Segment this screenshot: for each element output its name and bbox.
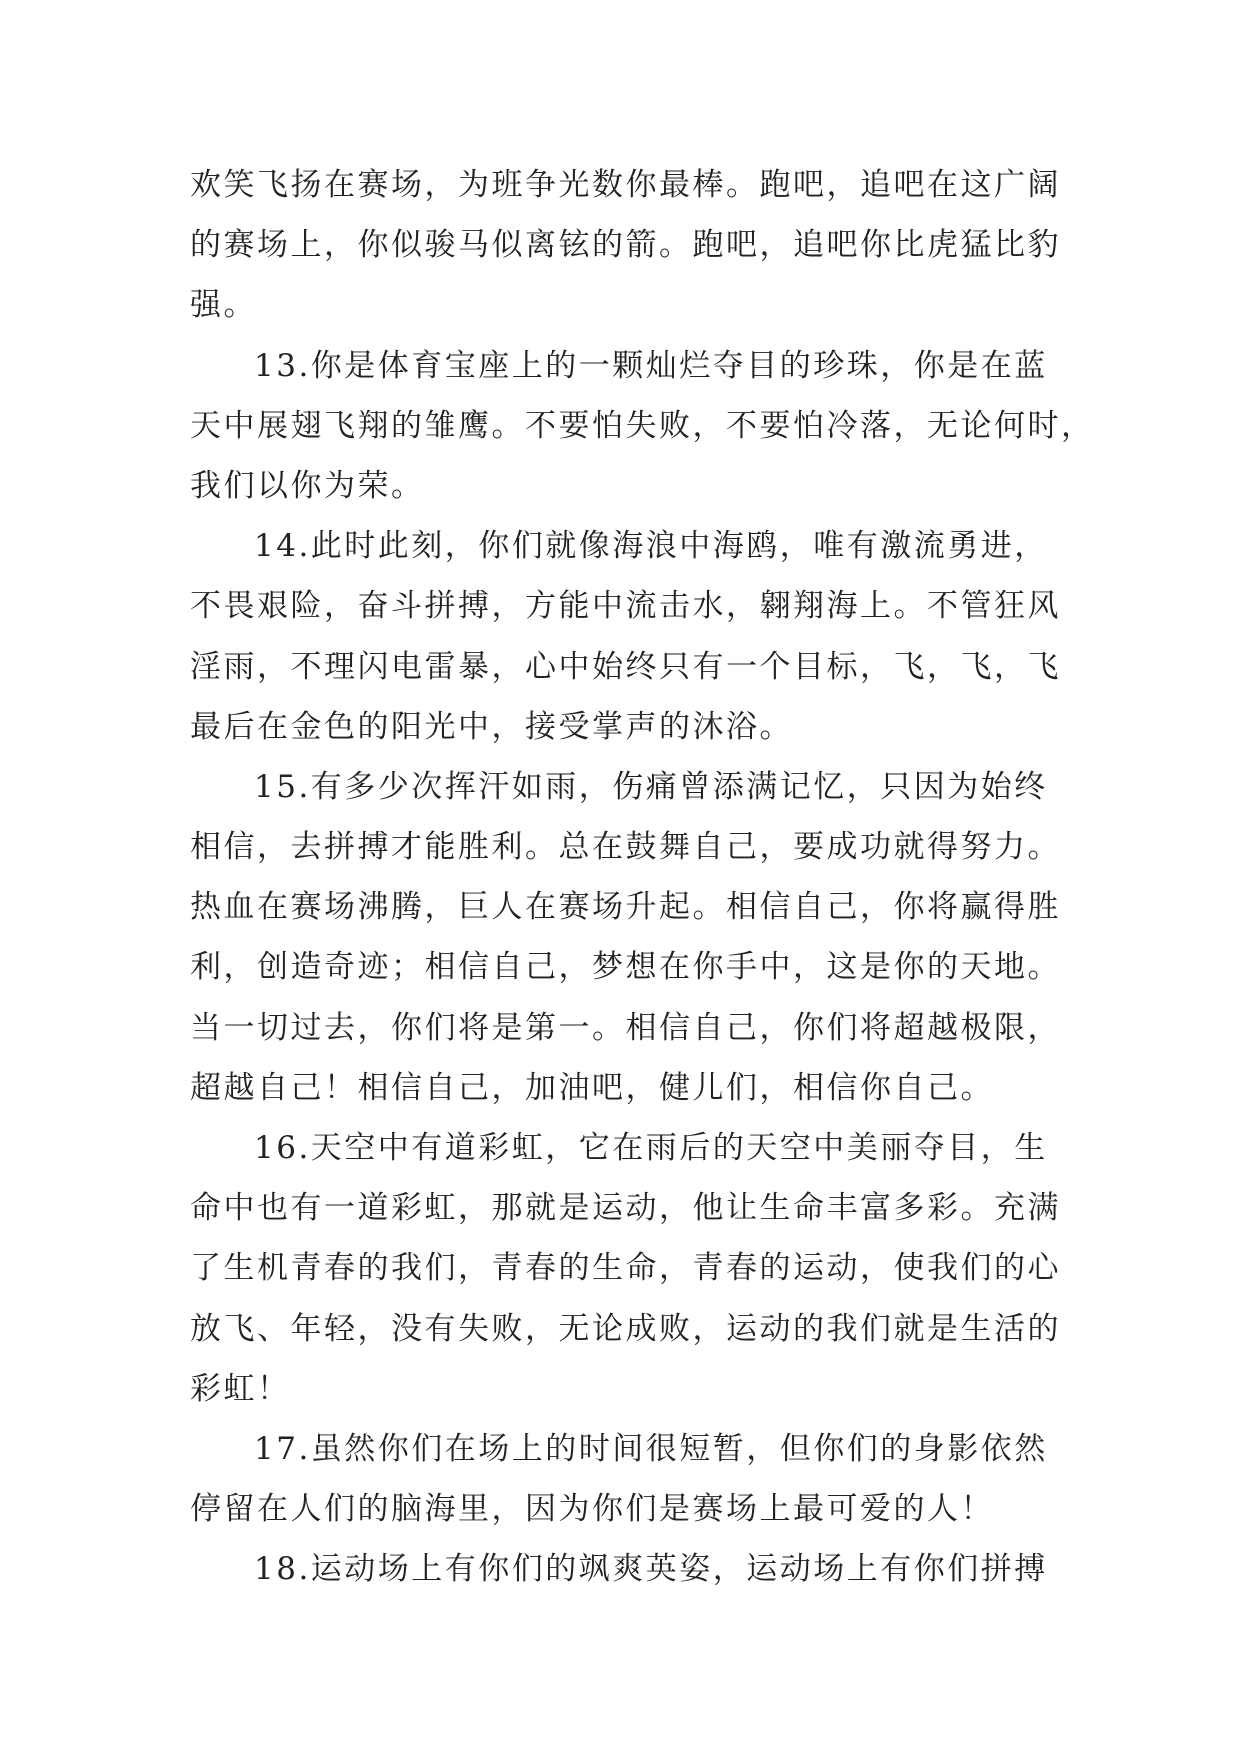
text-line: 超越自己！相信自己，加油吧，健儿们，相信你自己。 xyxy=(190,1069,994,1106)
text-line: 不畏艰险，奋斗拼搏，方能中流击水，翱翔海上。不管狂风 xyxy=(190,588,1061,625)
paragraph-first-line: 18.运动场上有你们的飒爽英姿，运动场上有你们拼搏 xyxy=(254,1551,1048,1588)
document-body xyxy=(190,155,1095,1600)
text-line: 最后在金色的阳光中，接受掌声的沐浴。 xyxy=(190,708,793,745)
text-line: 当一切过去，你们将是第一。相信自己，你们将超越极限， xyxy=(190,1009,1061,1046)
paragraph-first-line: 13.你是体育宝座上的一颗灿烂夺目的珍珠，你是在蓝 xyxy=(254,347,1048,384)
text-line: 热血在赛场沸腾，巨人在赛场升起。相信自己，你将赢得胜 xyxy=(190,889,1061,926)
text-line: 彩虹！ xyxy=(190,1370,291,1407)
text-line: 淫雨，不理闪电雷暴，心中始终只有一个目标，飞，飞，飞 xyxy=(190,648,1061,685)
text-line: 我们以你为荣。 xyxy=(190,467,425,504)
text-line: 命中也有一道彩虹，那就是运动，他让生命丰富多彩。充满 xyxy=(190,1190,1061,1227)
text-line: 的赛场上，你似骏马似离铉的箭。跑吧，追吧你比虎猛比豹 xyxy=(190,227,1061,264)
text-line: 了生机青春的我们，青春的生命，青春的运动，使我们的心 xyxy=(190,1250,1061,1287)
text-line: 欢笑飞扬在赛场，为班争光数你最棒。跑吧，追吧在这广阔 xyxy=(190,167,1061,203)
paragraph-first-line: 17.虽然你们在场上的时间很短暂，但你们的身影依然 xyxy=(254,1430,1048,1467)
text-line: 放飞、年轻，没有失败，无论成败，运动的我们就是生活的 xyxy=(190,1310,1061,1347)
text-line: 停留在人们的脑海里，因为你们是赛场上最可爱的人！ xyxy=(190,1491,994,1528)
text-line: 利，创造奇迹；相信自己，梦想在你手中，这是你的天地。 xyxy=(190,949,1061,986)
text-line: 强。 xyxy=(190,287,257,324)
paragraph-first-line: 16.天空中有道彩虹，它在雨后的天空中美丽夺目，生 xyxy=(254,1130,1048,1166)
paragraph-first-line: 15.有多少次挥汗如雨，伤痛曾添满记忆，只因为始终 xyxy=(254,768,1048,805)
text-line: 相信，去拼搏才能胜利。总在鼓舞自己，要成功就得努力。 xyxy=(190,829,1061,866)
paragraph-first-line: 14.此时此刻，你们就像海浪中海鸥，唯有激流勇进， xyxy=(254,528,1048,565)
text-line: 天中展翅飞翔的雏鹰。不要怕失败，不要怕冷落，无论何时， xyxy=(190,407,1095,444)
